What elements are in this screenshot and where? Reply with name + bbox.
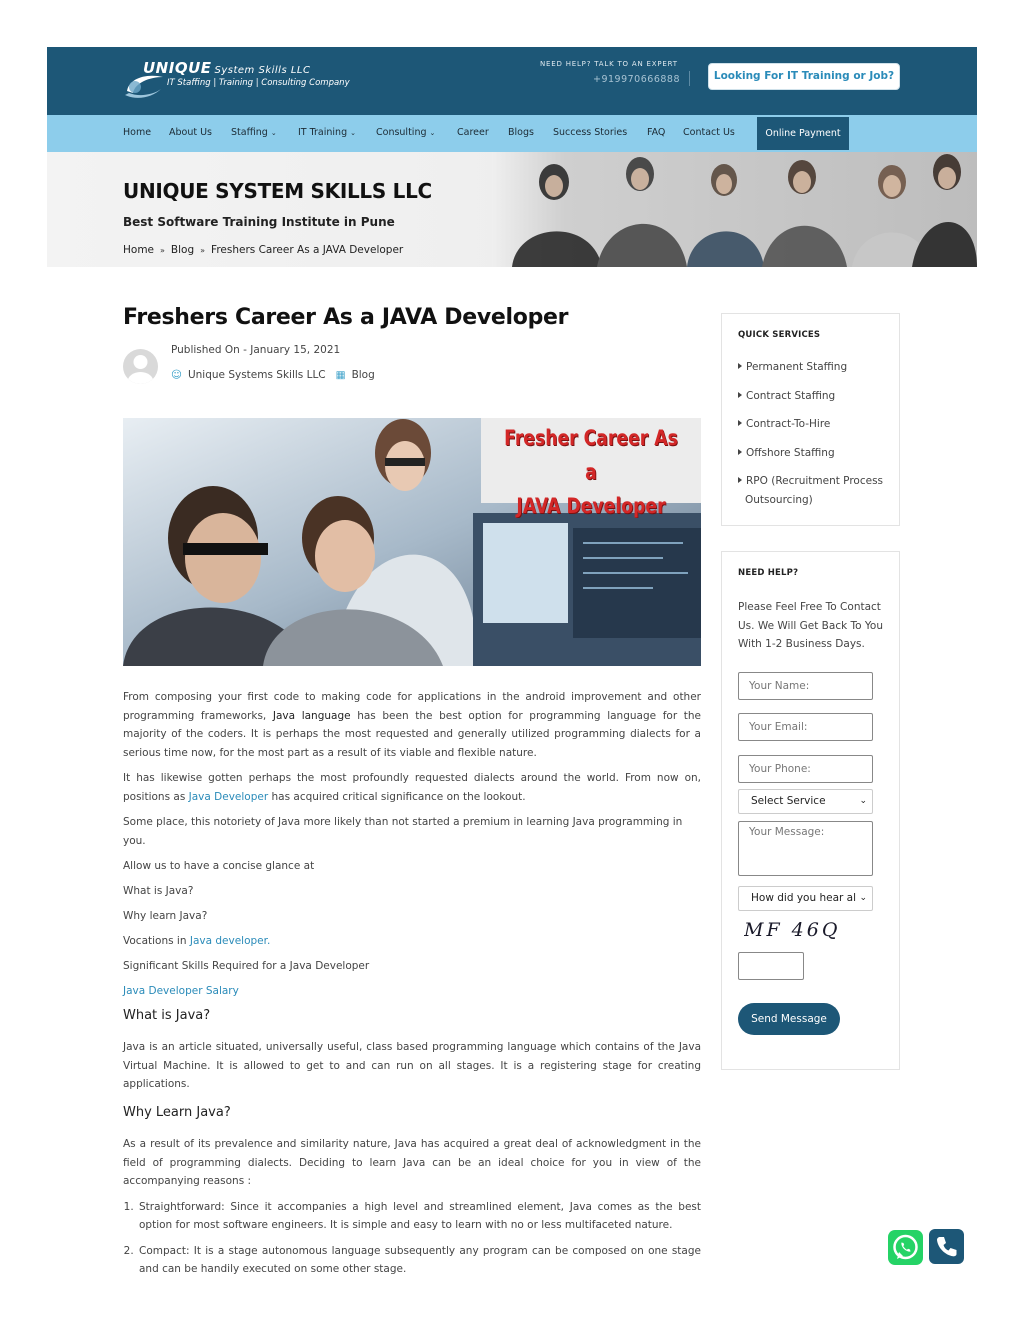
logo-tagline: IT Staffing | Training | Consulting Company — [167, 78, 350, 88]
logo-brand-sub: System Skills LLC — [214, 65, 311, 76]
featured-heading-line2: JAVA Developer — [516, 494, 666, 518]
nav-item-contact-us[interactable] — [683, 115, 735, 152]
nav-item-staffing[interactable] — [231, 115, 277, 152]
user-outline-icon: ☺ — [171, 369, 182, 381]
captcha-input[interactable] — [738, 952, 804, 980]
service-contract-to-hire[interactable] — [738, 415, 888, 434]
service-label: Permanent Staffing — [746, 361, 848, 373]
nav-item-label: Career — [457, 127, 489, 138]
nav-item-label: Home — [123, 127, 152, 138]
java-language-link[interactable]: Java language — [272, 709, 351, 722]
what-paragraph: Java is an article situated, universally useful, class based programming language which contains of the Java Virtual Machine. It is allowed to get to and can run on all stages. It is a registering stage for creating applications. — [123, 1041, 701, 1090]
chevron-down-icon: ⌄ — [270, 129, 277, 137]
service-offshore-staffing[interactable] — [738, 444, 888, 463]
post-body — [123, 688, 701, 1286]
breadcrumb-current: Freshers Career As a JAVA Developer — [211, 244, 404, 256]
captcha-text: MF 46Q — [744, 919, 841, 941]
chevron-down-icon: ⌄ — [859, 796, 867, 806]
email-input[interactable]: Your Email: — [738, 713, 873, 741]
nav-item-label: Consulting — [376, 127, 427, 138]
name-input[interactable]: Your Name: — [738, 672, 873, 700]
logo-brand-text: UNIQUE — [143, 59, 212, 77]
nav-item-home[interactable] — [123, 115, 151, 152]
chevron-down-icon: ⌄ — [350, 129, 356, 137]
paragraph-text: has acquired critical significance on the lookout. — [268, 790, 526, 803]
glance-paragraph: Allow us to have a concise glance at — [123, 859, 315, 872]
whatsapp-icon — [888, 1230, 923, 1265]
notoriety-paragraph: Some place, this notoriety of Java more likely than not started a premium in learning Java programming in you. — [123, 816, 683, 847]
whatsapp-button[interactable] — [888, 1230, 923, 1265]
service-label: Contract Staffing — [746, 390, 836, 402]
featured-heading-line1: Fresher Career As a — [504, 426, 678, 484]
nav-item-it-training[interactable] — [298, 115, 356, 152]
hear-about-select[interactable] — [738, 886, 873, 911]
caret-right-icon — [738, 392, 742, 398]
post-meta — [123, 344, 701, 414]
post-title: Freshers Career As a JAVA Developer — [123, 305, 569, 330]
nav-item-label: Contact Us — [683, 127, 735, 138]
service-label: Offshore Staffing — [746, 447, 835, 459]
need-help-text: Please Feel Free To Contact Us. We Will Get Back To You With 1-2 Business Days. — [738, 601, 884, 650]
need-help-card — [721, 551, 900, 1070]
caret-right-icon — [738, 449, 742, 455]
nav-item-label: FAQ — [647, 127, 666, 138]
list-item: 2. Compact: It is a stage autonomous language subsequently any program can be composed on one stage and can be handily executed on some other stage. — [137, 1242, 701, 1279]
service-label: RPO (Recruitment Process — [746, 475, 884, 487]
top-header — [47, 47, 977, 115]
chevron-down-icon: ⌄ — [429, 129, 436, 137]
paragraph-text: Vocations in — [123, 934, 190, 947]
training-job-button[interactable]: Looking For IT Training or Job? — [708, 63, 900, 90]
service-select-value: Select Service — [751, 795, 826, 807]
service-label: Outsourcing) — [745, 493, 813, 506]
toc-vocations — [123, 932, 701, 951]
reasons-list — [137, 1198, 701, 1279]
help-label: NEED HELP? TALK TO AN EXPERT — [540, 60, 678, 68]
company-logo[interactable] — [123, 59, 350, 103]
help-phone[interactable]: +919970666888 — [593, 74, 680, 85]
service-select[interactable] — [738, 789, 873, 814]
post-content — [123, 300, 701, 1275]
post-author[interactable]: Unique Systems Skills LLC — [187, 369, 326, 381]
send-message-button[interactable]: Send Message — [738, 1003, 840, 1035]
nav-item-about-us[interactable] — [169, 115, 212, 152]
quick-services-title: QUICK SERVICES — [738, 330, 821, 340]
nav-item-label: IT Training — [298, 127, 348, 138]
hear-about-select-value: How did you hear al — [751, 892, 857, 904]
page-hero — [47, 152, 977, 267]
section-heading-why: Why Learn Java? — [123, 1104, 231, 1120]
caret-right-icon — [738, 363, 742, 369]
user-icon — [123, 349, 158, 384]
service-rpo[interactable] — [738, 472, 888, 509]
online-payment-button[interactable]: Online Payment — [757, 117, 849, 150]
caret-right-icon — [738, 420, 742, 426]
hero-title: UNIQUE SYSTEM SKILLS LLC — [123, 179, 432, 203]
list-item: 1. Straightforward: Since it accompanies a high level and streamlined element, Java comes as the best option for most software engineers. It is simple and easy to learn with no or less multifaceted nature. — [137, 1198, 701, 1235]
java-developer-link[interactable]: Java Developer — [188, 790, 269, 803]
service-contract-staffing[interactable] — [738, 387, 888, 406]
section-heading-what: What is Java? — [123, 1007, 211, 1023]
message-textarea[interactable]: Your Message: — [738, 821, 873, 876]
java-salary-link[interactable]: Java Developer Salary — [123, 984, 239, 997]
breadcrumb — [123, 244, 403, 256]
demand-paragraph — [123, 769, 701, 806]
featured-heading-panel — [481, 418, 701, 518]
author-avatar — [123, 349, 158, 384]
toc-what: What is Java? — [123, 884, 194, 897]
nav-item-label: About Us — [169, 127, 213, 138]
call-button[interactable] — [929, 1229, 964, 1264]
nav-item-consulting[interactable] — [376, 115, 435, 152]
toc-skills: Significant Skills Required for a Java Developer — [123, 959, 370, 972]
featured-heading — [501, 421, 681, 523]
post-category[interactable]: Blog — [351, 369, 375, 381]
hero-subtitle: Best Software Training Institute in Pune — [123, 215, 395, 229]
nav-item-success-stories[interactable] — [553, 115, 627, 152]
logo-brand — [143, 59, 310, 77]
breadcrumb-home[interactable]: Home — [123, 244, 155, 256]
toc-why: Why learn Java? — [123, 909, 208, 922]
paragraph-text: It has likewise gotten perhaps the most profoundly requested dialects around the world. From now on, positions as — [123, 772, 701, 803]
chevron-down-icon: ⌄ — [859, 893, 867, 903]
intro-paragraph — [123, 688, 701, 762]
nav-item-label: Staffing — [231, 127, 268, 138]
java-developer-vocations-link[interactable]: Java developer. — [189, 934, 271, 947]
paragraph-text: From composing your first code to making code for applications in the android improvement and other programming frameworks, — [123, 691, 701, 722]
nav-item-label: Success Stories — [553, 127, 628, 138]
breadcrumb-blog[interactable]: Blog — [170, 244, 195, 256]
captcha-image — [744, 916, 844, 944]
main-nav — [47, 115, 977, 152]
captcha-drawing — [744, 916, 844, 944]
header-divider — [689, 71, 690, 86]
caret-right-icon — [738, 477, 742, 483]
post-author-line — [171, 369, 375, 381]
nav-item-career[interactable] — [457, 115, 489, 152]
published-date: Published On - January 15, 2021 — [171, 344, 341, 356]
featured-image — [123, 418, 701, 666]
phone-icon — [929, 1229, 964, 1264]
service-label: Contract-To-Hire — [746, 418, 831, 430]
breadcrumb-separator: » — [160, 246, 165, 255]
quick-services-card — [721, 313, 900, 526]
breadcrumb-separator: » — [200, 246, 206, 255]
service-permanent-staffing[interactable] — [738, 358, 888, 377]
paragraph-text: has been the best option for programming language for the majority of the coders. It is perhaps the most requested and generally utilized programming dialects for a serious time now, for the most part as a result of its viable and flexible nature. — [123, 709, 701, 759]
grid-icon: ▦ — [335, 369, 346, 381]
why-paragraph: As a result of its prevalence and similarity nature, Java has acquired a great deal of acknowledgment in the field of programming dialects. Deciding to learn Java can be an ideal choice for you in view of the accompanying reasons : — [123, 1138, 701, 1187]
need-help-title: NEED HELP? — [738, 568, 799, 578]
phone-input[interactable]: Your Phone: — [738, 755, 873, 783]
nav-item-label: Blogs — [508, 127, 534, 138]
team-photo — [492, 152, 977, 267]
nav-item-faq[interactable] — [647, 115, 665, 152]
nav-item-blogs[interactable] — [508, 115, 534, 152]
